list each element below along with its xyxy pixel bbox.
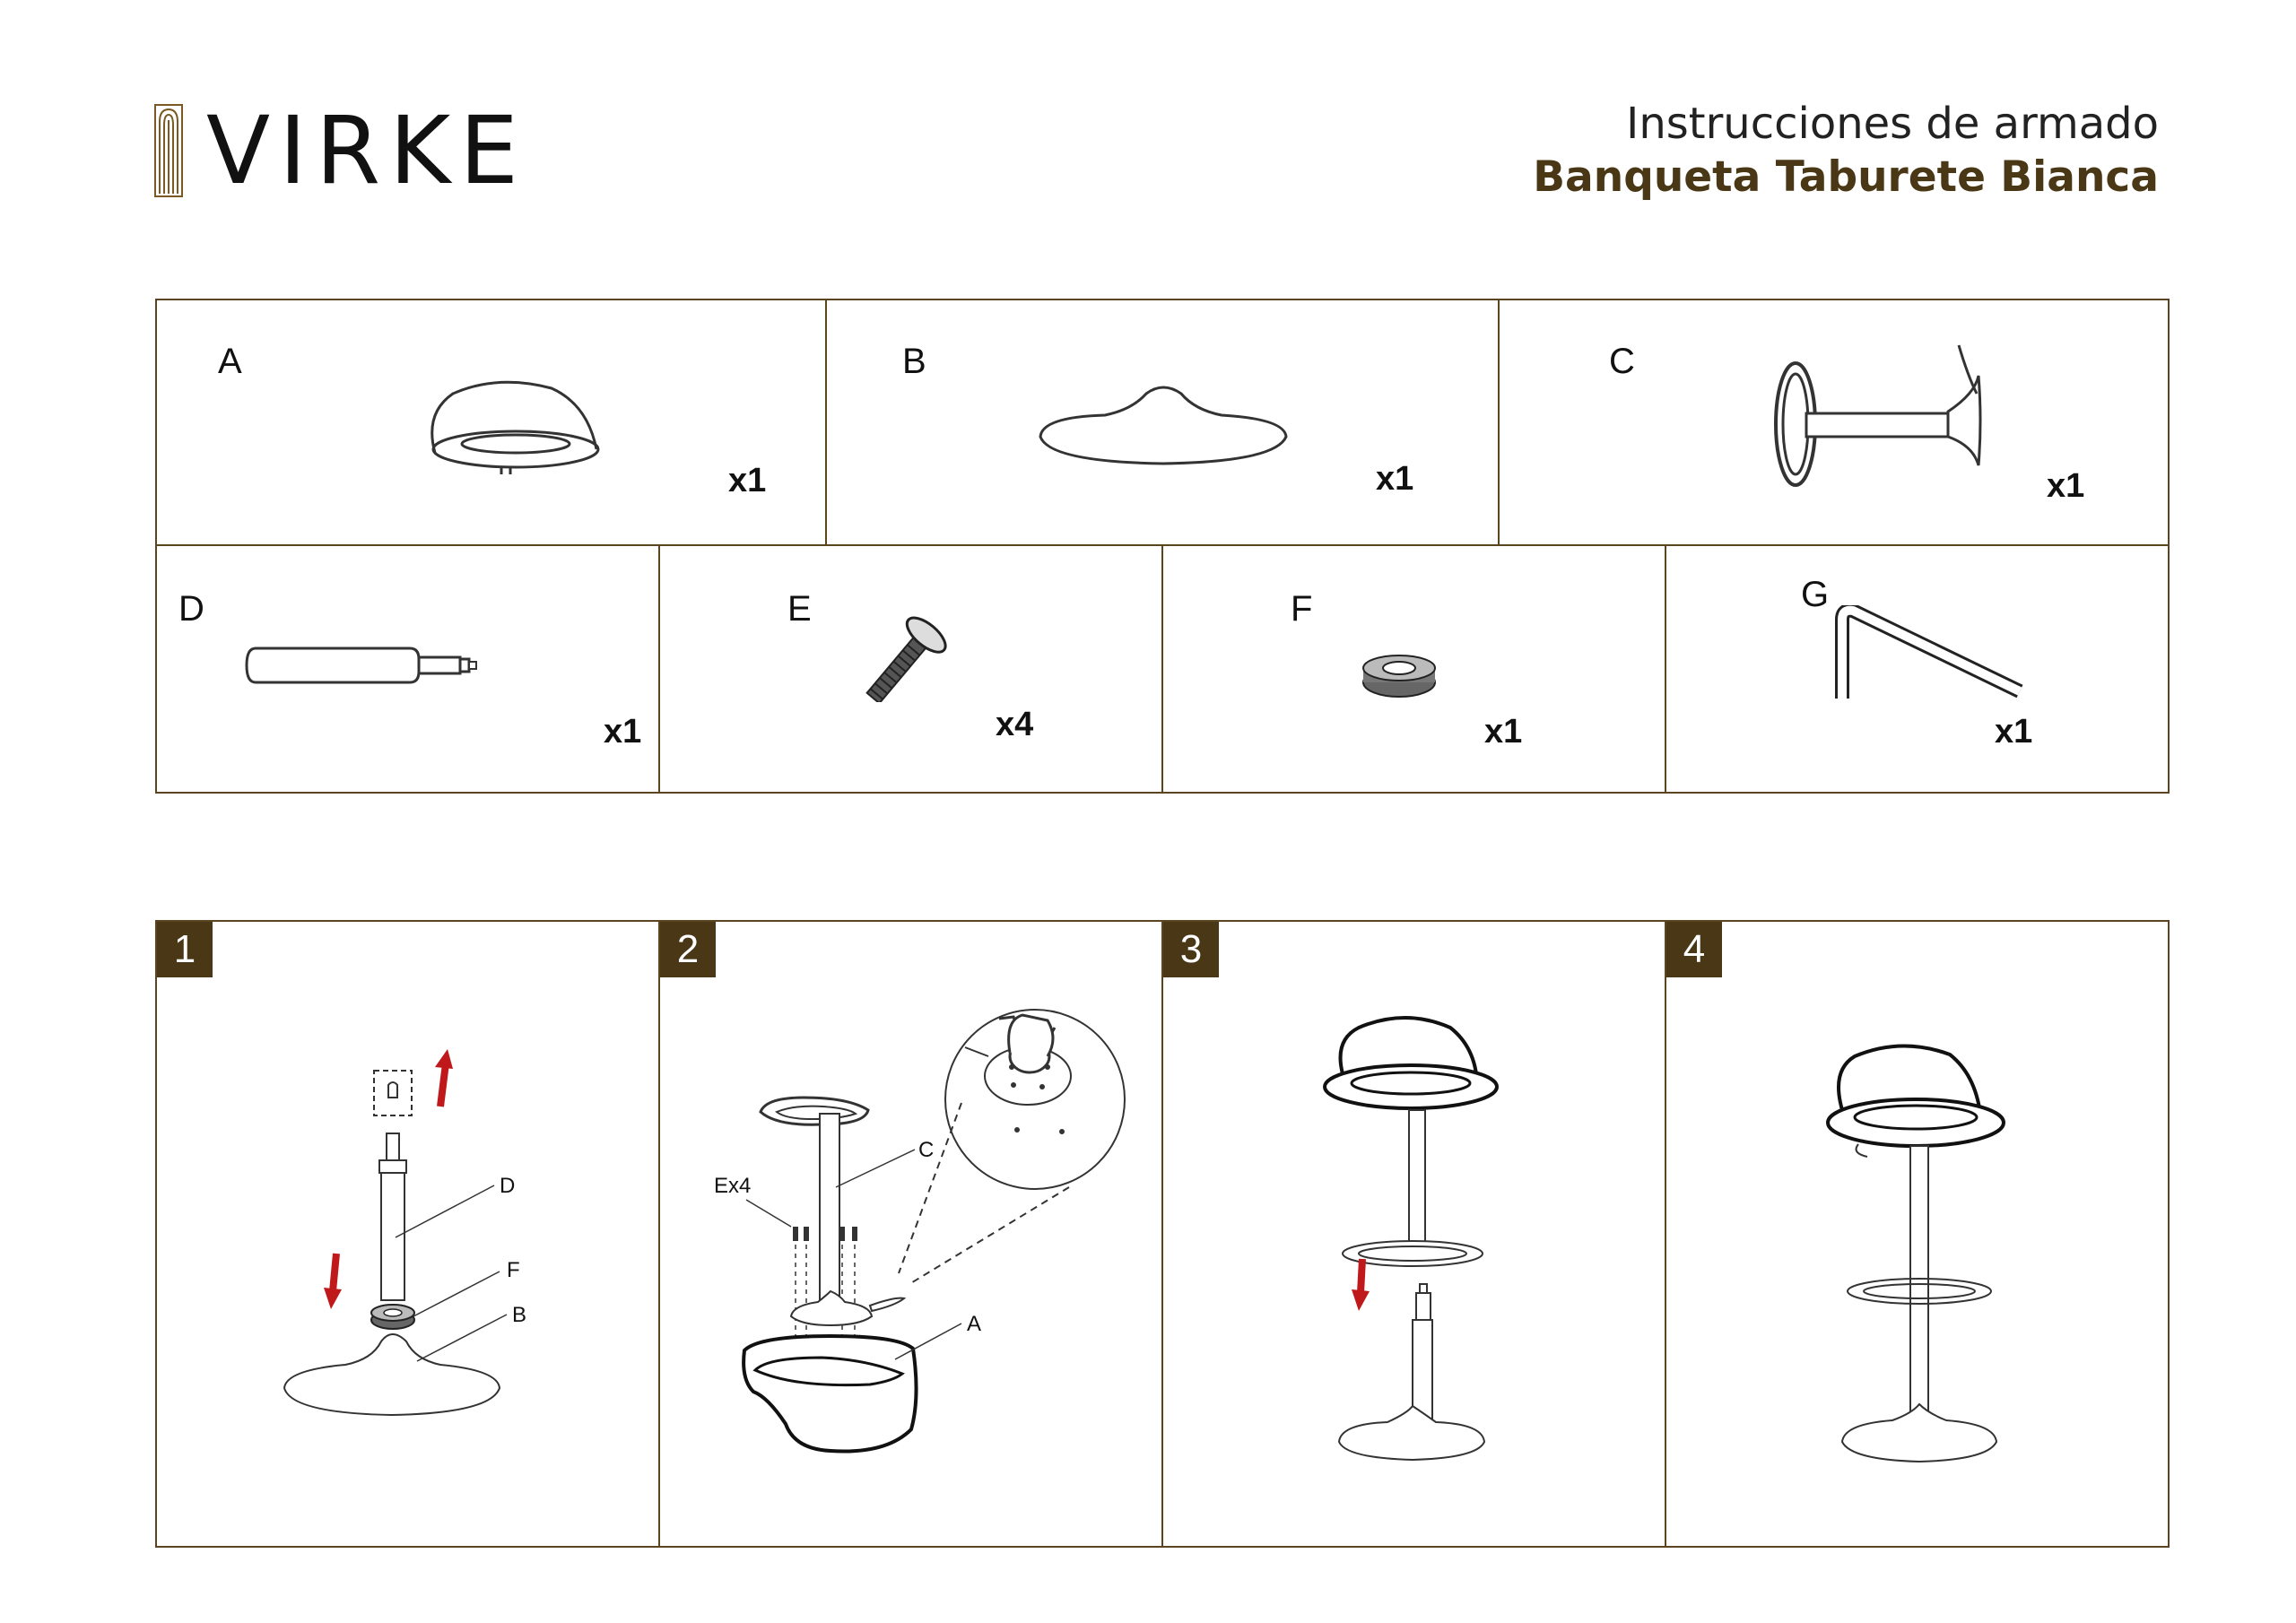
step-1 [155, 920, 660, 1548]
step-4-illustration [1666, 922, 2171, 1549]
part-box-a [155, 299, 827, 546]
allen-key-icon [1835, 605, 2032, 713]
step-2-illustration [660, 922, 1165, 1549]
callout-f: F [507, 1258, 520, 1282]
step-number: 3 [1163, 922, 1219, 977]
part-quantity: x1 [728, 462, 767, 499]
part-letter: F [1291, 589, 1313, 629]
product-name: Banqueta Taburete Bianca [1533, 152, 2159, 202]
step-number: 2 [660, 922, 716, 977]
part-box-b [825, 299, 1500, 546]
part-box-c [1498, 299, 2170, 546]
part-box-e [658, 544, 1163, 794]
callout-b: B [512, 1303, 527, 1327]
part-quantity: x1 [604, 713, 642, 751]
step-4 [1665, 920, 2170, 1548]
step-number: 4 [1666, 922, 1722, 977]
brand-mark-icon [154, 104, 183, 197]
part-box-d [155, 544, 660, 794]
seat-icon [417, 378, 614, 485]
part-quantity: x4 [996, 706, 1034, 743]
column-footrest-icon [1769, 340, 2002, 501]
nut-icon [1359, 648, 1439, 702]
brand-logo [154, 96, 527, 205]
part-quantity: x1 [1484, 713, 1523, 751]
part-box-g [1665, 544, 2170, 794]
step-number: 1 [157, 922, 213, 977]
step-3 [1161, 920, 1666, 1548]
document-header [1533, 97, 2159, 204]
callout-d: D [500, 1174, 516, 1198]
step-3-illustration [1163, 922, 1668, 1549]
callout-ex4: Ex4 [714, 1174, 752, 1198]
gas-cylinder-icon [243, 639, 485, 693]
part-quantity: x1 [1376, 460, 1414, 498]
document-title: Instrucciones de armado [1626, 99, 2159, 149]
part-letter: D [178, 589, 204, 629]
part-letter: E [787, 589, 812, 629]
part-letter: B [902, 342, 926, 381]
brand-name: VIRKE [206, 96, 527, 205]
part-quantity: x1 [1995, 713, 2033, 751]
step-1-illustration [157, 922, 662, 1549]
callout-c: C [918, 1138, 935, 1162]
step-2 [658, 920, 1163, 1548]
callout-a: A [967, 1312, 982, 1336]
screw-icon [857, 603, 965, 702]
part-letter: C [1609, 342, 1635, 381]
part-letter: A [218, 342, 242, 381]
part-quantity: x1 [2047, 467, 2085, 505]
part-letter: G [1801, 575, 1830, 614]
base-icon [1033, 381, 1293, 471]
part-box-f [1161, 544, 1666, 794]
